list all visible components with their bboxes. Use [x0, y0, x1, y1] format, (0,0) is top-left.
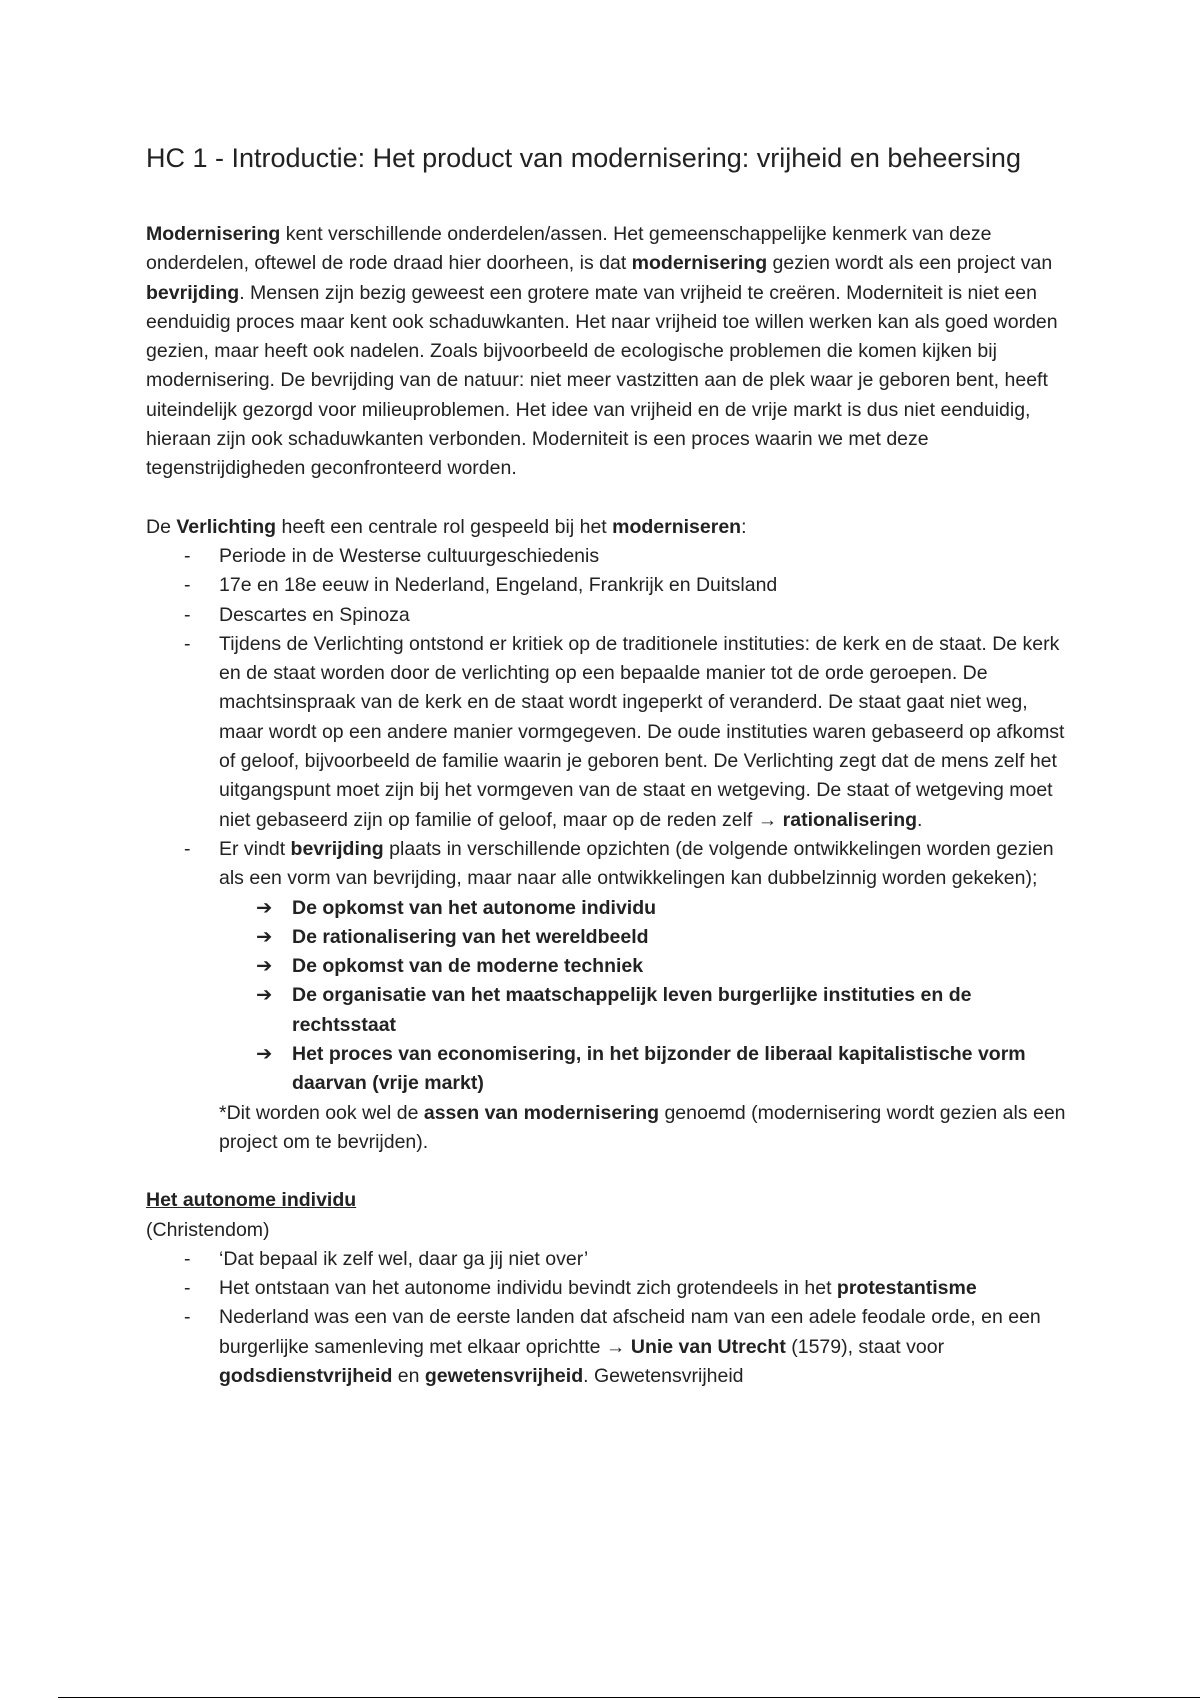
- note-text-2: genoemd (modernisering wordt gezien als een project om te bevrijden).: [219, 1101, 1066, 1153]
- assen-item: [219, 894, 1066, 923]
- term-gewetensvrijheid: gewetensvrijheid: [424, 1364, 584, 1387]
- intro-text-3: . Mensen zijn bezig geweest een grotere mate van vrijheid te creëren. Moderniteit is niet een eenduidig proces maar kent ook schaduwkanten. Het naar vrijheid toe willen werken kan als goed worden gezien, maar heeft ook nadelen. Zoals bijvoorbeeld de ecologische problemen die komen kijken bij modernisering. De bevrijding van de natuur: niet meer vastzitten aan de plek waar je geboren bent, heeft uiteindelijk gezorgd voor milieuproblemen. Het idee van vrijheid en de vrije markt is dus niet eenduidig, hieraan zijn ook schaduwkanten verbonden. Moderniteit is een proces waarin we met deze tegenstrijdigheden geconfronteerd worden.: [146, 281, 1058, 480]
- list-item: [146, 601, 1066, 630]
- list-item-text: Er vindt: [219, 837, 291, 860]
- intro-paragraph: [146, 220, 1066, 484]
- term-unie-van-utrecht: Unie van Utrecht: [630, 1335, 786, 1358]
- assen-item-text: De rationalisering van het wereldbeeld: [292, 925, 649, 948]
- dash-bullet: -: [184, 632, 191, 655]
- term-moderniseren: moderniseren: [612, 515, 742, 538]
- assen-item-text: De opkomst van het autonome individu: [292, 896, 657, 919]
- dash-bullet: -: [184, 837, 191, 860]
- section-subtitle: (Christendom): [146, 1218, 270, 1241]
- list-item: [146, 1303, 1066, 1391]
- assen-item-text: Het proces van economisering, in het bijzonder de liberaal kapitalistische vorm daarvan (vrije markt): [292, 1043, 1026, 1095]
- list-item-text: en: [392, 1364, 425, 1387]
- list-item: [146, 835, 1066, 1099]
- verlichting-text-1: De: [146, 515, 177, 538]
- dash-bullet: -: [184, 574, 191, 597]
- term-modernisering-2: modernisering: [631, 252, 768, 275]
- intro-text-1: kent verschillende onderdelen/assen. Het gemeenschappelijke kenmerk van deze onderdelen, oftewel de rode draad hier doorheen, is dat: [146, 223, 992, 275]
- arrow-right-icon: ➔: [256, 925, 273, 948]
- list-item-text: Nederland was een van de eerste landen dat afscheid nam van een adele feodale orde, en een burgerlijke samenleving met elkaar oprichtte →: [219, 1306, 1041, 1358]
- verlichting-lead: [146, 513, 1066, 542]
- dash-bullet: -: [184, 1277, 191, 1300]
- assen-item: [219, 923, 1066, 952]
- page-bottom-rule: [58, 1697, 1200, 1698]
- list-item-text: . Gewetensvrijheid: [583, 1364, 744, 1387]
- arrow-right-icon: ➔: [256, 984, 273, 1007]
- section-heading: Het autonome individu: [146, 1189, 357, 1212]
- dash-bullet: -: [184, 544, 191, 567]
- list-item-text: Het ontstaan van het autonome individu bevindt zich grotendeels in het: [219, 1277, 837, 1300]
- arrow-right-icon: ➔: [256, 896, 273, 919]
- list-item: [146, 542, 1066, 571]
- arrow-right-icon: ➔: [256, 955, 273, 978]
- term-bevrijding: bevrijding: [146, 281, 240, 304]
- term-godsdienstvrijheid: godsdienstvrijheid: [219, 1364, 393, 1387]
- page-title: HC 1 - Introductie: Het product van modernisering: vrijheid en beheersing: [146, 143, 1021, 173]
- list-item-text: Tijdens de Verlichting ontstond er kritiek op de traditionele instituties: de kerk en de staat. De kerk en de staat worden door de verlichting op een bepaalde manier tot de orde geroepen. De machtsinspraak van de kerk en de staat wordt ingeperkt of veranderd. De staat gaat niet weg, maar wordt op een andere manier vormgegeven. De oude instituties waren gebaseerd op afkomst of geloof, bijvoorbeeld de familie waarin je geboren bent. De Verlichting zegt dat de mens zelf het uitgangspunt moet zijn bij het vormgeven van de staat en wetgeving. De staat of wetgeving moet niet gebaseerd zijn op familie of geloof, maar op de reden zelf →: [219, 632, 1065, 831]
- list-item-text: Descartes en Spinoza: [219, 603, 410, 626]
- verlichting-list: [146, 542, 1066, 1099]
- assen-item: [219, 981, 1066, 1040]
- intro-text-2: gezien wordt als een project van: [767, 252, 1053, 275]
- assen-item: [219, 1040, 1066, 1099]
- list-item-text: plaats in verschillende opzichten (de volgende ontwikkelingen worden gezien als een vorm van bevrijding, maar naar alle ontwikkelingen kan dubbelzinnig worden gekeken);: [219, 837, 1054, 890]
- list-item: [146, 1245, 1066, 1274]
- verlichting-text-3: :: [741, 515, 747, 538]
- arrow-right-icon: ➔: [256, 1043, 273, 1066]
- assen-item-text: De organisatie van het maatschappelijk leven burgerlijke instituties en de rechtsstaat: [292, 984, 972, 1036]
- list-item: [146, 1274, 1066, 1303]
- assen-list: [219, 894, 1066, 1099]
- term-protestantisme: protestantisme: [836, 1277, 977, 1300]
- dash-bullet: -: [184, 1306, 191, 1329]
- document-page: [146, 140, 1066, 1391]
- dash-bullet: -: [184, 603, 191, 626]
- list-item-text: Periode in de Westerse cultuurgeschiedenis: [219, 544, 600, 567]
- term-modernisering: Modernisering: [146, 223, 281, 245]
- assen-item: [219, 952, 1066, 981]
- list-item-text: 17e en 18e eeuw in Nederland, Engeland, Frankrijk en Duitsland: [219, 574, 778, 597]
- assen-item-text: De opkomst van de moderne techniek: [292, 955, 644, 978]
- list-item-text: ‘Dat bepaal ik zelf wel, daar ga jij niet over’: [219, 1247, 589, 1270]
- term-assen: assen van modernisering: [423, 1101, 660, 1124]
- list-item-text: .: [917, 808, 923, 831]
- list-item: [146, 630, 1066, 835]
- individu-list: [146, 1245, 1066, 1391]
- dash-bullet: -: [184, 1247, 191, 1270]
- list-item-text: (1579), staat voor: [785, 1335, 945, 1358]
- term-verlichting: Verlichting: [176, 515, 277, 538]
- list-item: [146, 571, 1066, 600]
- term-rationalisering: rationalisering: [782, 808, 918, 831]
- term-bevrijding-2: bevrijding: [290, 837, 384, 860]
- note-text-1: *Dit worden ook wel de: [219, 1101, 424, 1124]
- verlichting-text-2: heeft een centrale rol gespeeld bij het: [276, 515, 613, 538]
- assen-note: [146, 1099, 1066, 1158]
